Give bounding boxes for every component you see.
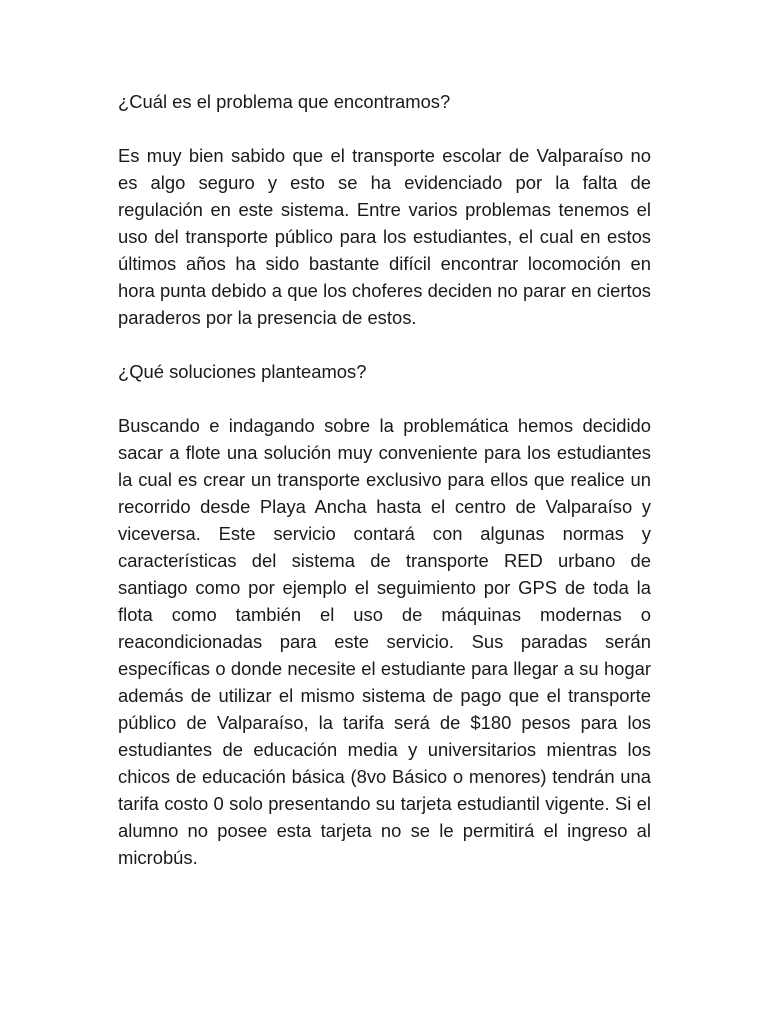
section-heading-solutions: ¿Qué soluciones planteamos? bbox=[118, 361, 367, 382]
spacer bbox=[118, 385, 651, 412]
solutions-paragraph: Buscando e indagando sobre la problemática hemos decidido sacar a flote una solución muy conveniente para los estudiantes la cual es crear un transporte exclusivo para ellos que realice un recorrido desde Playa Ancha hasta el centro de Valparaíso y viceversa. Este servicio contará con algunas normas y características del sistema de transporte RED urbano de santiago como por ejemplo el seguimiento por GPS de toda la flota como también el uso de máquinas modernas o reacondicionadas para este servicio. Sus paradas serán específicas o donde necesite el estudiante para llegar a su hogar además de utilizar el mismo sistema de pago que el transporte público de Valparaíso, la tarifa será de $180 pesos para los estudiantes de educación media y universitarios mientras los chicos de educación básica (8vo Básico o menores) tendrán una tarifa costo 0 solo presentando su tarjeta estudiantil vigente. Si el alumno no posee esta tarjeta no se le permitirá el ingreso al microbús. bbox=[118, 415, 651, 868]
document-body bbox=[118, 88, 651, 871]
problem-paragraph: Es muy bien sabido que el transporte escolar de Valparaíso no es algo seguro y esto se ha evidenciado por la falta de regulación en este sistema. Entre varios problemas tenemos el uso del transporte público para los estudiantes, el cual en estos últimos años ha sido bastante difícil encontrar locomoción en hora punta debido a que los choferes deciden no parar en ciertos paraderos por la presencia de estos. bbox=[118, 145, 651, 328]
section-heading-problem: ¿Cuál es el problema que encontramos? bbox=[118, 91, 451, 112]
spacer bbox=[118, 331, 651, 358]
spacer bbox=[118, 115, 651, 142]
